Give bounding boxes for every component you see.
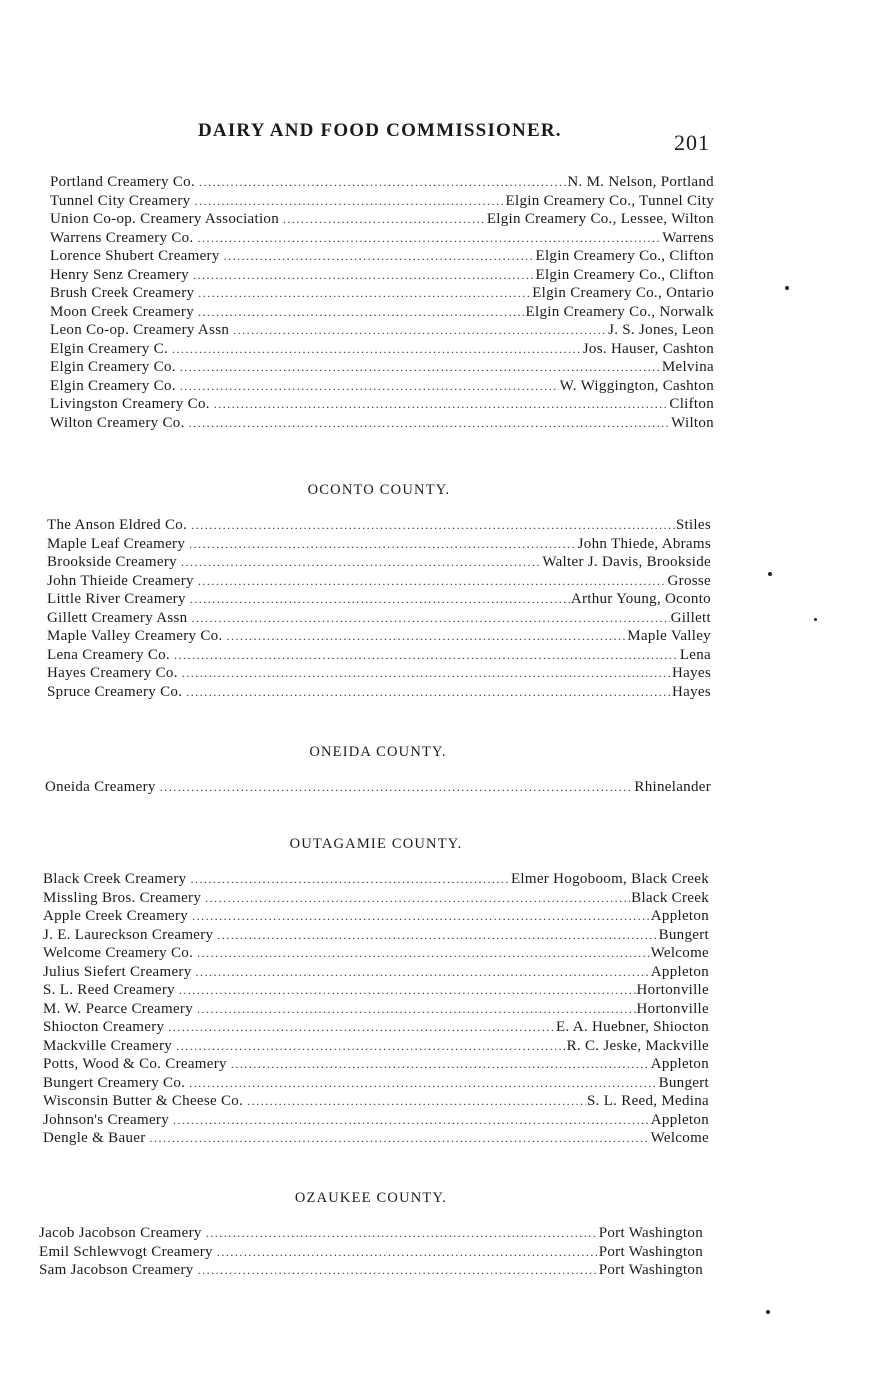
proprietor-location: Maple Valley [627,628,711,644]
list-item [43,1112,709,1131]
list-item [50,359,714,378]
dot-leader [150,1131,650,1146]
dot-leader [189,537,577,552]
entry-list [47,517,711,702]
dot-leader [193,268,535,283]
proprietor-location: Stiles [675,517,711,533]
section-continued [50,174,714,433]
scan-speck [766,1310,770,1314]
dot-leader [173,1113,650,1128]
list-item [50,396,714,415]
list-item [39,1225,703,1244]
dot-leader [190,592,570,607]
proprietor-location: N. M. Nelson, Portland [567,174,714,190]
list-item [43,871,709,890]
list-item [43,1093,709,1112]
dot-leader [192,909,650,924]
running-title: DAIRY AND FOOD COMMISSIONER. [198,120,562,141]
county-heading: OZAUKEE COUNTY. [294,1190,448,1206]
list-item [50,341,714,360]
creamery-name: Moon Creek Creamery [50,303,194,320]
dot-leader [191,611,669,626]
creamery-name: Tunnel City Creamery [50,192,191,209]
section-oconto-county [47,482,711,702]
proprietor-location: Elmer Hogoboom, Black Creek [510,871,709,887]
proprietor-location: Melvina [661,359,714,375]
dot-leader [160,780,634,795]
list-item [50,415,714,434]
dot-leader [198,305,525,320]
proprietor-location: Bungert [658,926,709,943]
proprietor-location: S. L. Reed, Medina [586,1093,709,1109]
creamery-name: S. L. Reed Creamery [43,982,175,998]
creamery-name: Brush Creek Creamery [50,285,195,301]
creamery-name: Shiocton Creamery [43,1019,165,1035]
list-item [43,1075,709,1094]
dot-leader [214,397,669,412]
creamery-name: Elgin Creamery Co. [50,359,176,375]
dot-leader [186,685,671,700]
creamery-name: John Thieide Creamery [47,572,194,589]
dot-leader [179,983,636,998]
list-item [43,945,709,964]
creamery-name: Apple Creek Creamery [43,908,189,924]
proprietor-location: Port Washington [598,1225,703,1241]
proprietor-location: Elgin Creamery Co., Ontario [532,285,714,301]
list-item [43,1019,709,1038]
list-item [47,591,711,610]
creamery-name: Gillett Creamery Assn [47,609,188,626]
list-item [43,890,709,909]
list-item [47,665,711,684]
creamery-name: Livingston Creamery Co. [50,396,210,412]
dot-leader [182,666,671,681]
dot-leader [172,342,582,357]
proprietor-location: Hortonville [636,982,709,998]
proprietor-location: Lena [679,646,711,663]
proprietor-location: J. S. Jones, Leon [608,322,714,338]
proprietor-location: Grosse [667,572,711,589]
creamery-name: Spruce Creamery Co. [47,683,183,700]
creamery-name: Black Creek Creamery [43,871,187,887]
list-item [43,927,709,946]
dot-leader [197,946,649,961]
dot-leader [196,965,650,980]
creamery-name: Maple Valley Creamery Co. [47,628,223,644]
dot-leader [198,231,662,246]
scan-speck [785,286,789,290]
list-item [47,536,711,555]
list-item [43,1001,709,1020]
list-item [50,193,714,212]
creamery-name: Henry Senz Creamery [50,266,189,283]
creamery-name: Potts, Wood & Co. Creamery [43,1056,227,1072]
creamery-name: Lena Creamery Co. [47,646,170,663]
dot-leader [197,1002,636,1017]
creamery-name: Wisconsin Butter & Cheese Co. [43,1093,244,1109]
list-item [50,378,714,397]
creamery-name: Mackville Creamery [43,1037,173,1054]
list-item [50,267,714,286]
section-ozaukee-county [39,1190,703,1281]
proprietor-location: Warrens [662,229,714,246]
creamery-name: Bungert Creamery Co. [43,1074,186,1091]
list-item [43,1130,709,1149]
proprietor-location: Hortonville [636,1000,709,1017]
county-heading: OUTAGAMIE COUNTY. [289,836,463,852]
list-item [43,964,709,983]
dot-leader [180,360,661,375]
proprietor-location: John Thiede, Abrams [577,535,711,552]
list-item [50,304,714,323]
dot-leader [181,555,541,570]
creamery-name: Johnson's Creamery [43,1111,170,1128]
dot-leader [180,379,559,394]
section-oneida-county [45,744,711,798]
creamery-name: Maple Leaf Creamery [47,535,186,552]
dot-leader [194,194,504,209]
creamery-name: Missling Bros. Creamery [43,889,202,906]
list-item [50,230,714,249]
creamery-name: Elgin Creamery C. [50,340,168,357]
proprietor-location: Bungert [658,1074,709,1091]
proprietor-location: Black Creek [631,889,709,906]
creamery-name: Julius Siefert Creamery [43,963,192,980]
list-item [39,1262,703,1281]
list-item [50,285,714,304]
dot-leader [198,1263,598,1278]
proprietor-location: Elgin Creamery Co., Tunnel City [505,192,714,209]
proprietor-location: W. Wiggington, Cashton [559,377,714,394]
creamery-name: Leon Co-op. Creamery Assn [50,322,230,338]
dot-leader [168,1020,555,1035]
dot-leader [189,416,670,431]
proprietor-location: Hayes [672,683,711,700]
list-item [43,982,709,1001]
list-item [47,610,711,629]
creamery-name: Wilton Creamery Co. [50,414,185,431]
proprietor-location: Hayes [672,665,711,681]
dot-leader [199,175,566,190]
proprietor-location: E. A. Huebner, Shiocton [556,1019,709,1035]
dot-leader [224,249,535,264]
list-item [47,573,711,592]
creamery-name: Hayes Creamery Co. [47,665,178,681]
creamery-name: Elgin Creamery Co. [50,377,176,394]
entry-list [50,174,714,433]
scan-speck [814,618,817,621]
entry-list [39,1225,703,1281]
list-item [47,628,711,647]
creamery-name: Welcome Creamery Co. [43,945,194,961]
proprietor-location: Gillett [670,609,711,626]
creamery-name: Little River Creamery [47,591,186,607]
creamery-name: Sam Jacobson Creamery [39,1262,194,1278]
dot-leader [217,1245,598,1260]
creamery-name: Emil Schlewvogt Creamery [39,1243,213,1260]
list-item [39,1244,703,1263]
creamery-name: Portland Creamery Co. [50,174,196,190]
proprietor-location: Jos. Hauser, Cashton [582,340,714,357]
dot-leader [231,1057,650,1072]
county-heading: OCONTO COUNTY. [307,482,451,498]
page-number: 201 [674,130,710,155]
proprietor-location: Appleton [650,1056,709,1072]
proprietor-location: Clifton [669,396,714,412]
dot-leader [174,648,679,663]
list-item [45,779,711,798]
proprietor-location: Port Washington [598,1262,703,1278]
dot-leader [247,1094,586,1109]
proprietor-location: Arthur Young, Oconto [570,591,711,607]
list-item [43,1056,709,1075]
proprietor-location: Wilton [671,414,714,431]
scan-speck [768,572,772,576]
creamery-name: The Anson Eldred Co. [47,517,188,533]
creamery-name: Lorence Shubert Creamery [50,248,220,264]
creamery-name: Oneida Creamery [45,779,156,795]
dot-leader [206,1226,598,1241]
proprietor-location: Elgin Creamery Co., Clifton [535,248,714,264]
list-item [50,174,714,193]
list-item [43,908,709,927]
proprietor-location: Elgin Creamery Co., Clifton [535,266,714,283]
proprietor-location: Port Washington [598,1243,703,1260]
proprietor-location: Walter J. Davis, Brookside [542,554,711,570]
county-heading: ONEIDA COUNTY. [309,744,447,760]
entry-list [43,871,709,1149]
dot-leader [176,1039,565,1054]
proprietor-location: Elgin Creamery Co., Norwalk [525,303,714,320]
creamery-name: Jacob Jacobson Creamery [39,1225,202,1241]
creamery-name: Warrens Creamery Co. [50,229,194,246]
section-outagamie-county [43,836,709,1149]
list-item [47,517,711,536]
dot-leader [233,323,607,338]
list-item [50,248,714,267]
proprietor-location: R. C. Jeske, Mackville [566,1037,709,1054]
dot-leader [190,872,509,887]
dot-leader [227,629,627,644]
dot-leader [205,891,630,906]
creamery-name: Union Co-op. Creamery Association [50,211,280,227]
creamery-name: M. W. Pearce Creamery [43,1000,194,1017]
creamery-name: Dengle & Bauer [43,1130,146,1146]
dot-leader [198,286,531,301]
proprietor-location: Rhinelander [634,779,711,795]
list-item [50,322,714,341]
proprietor-location: Appleton [650,908,709,924]
dot-leader [189,1076,657,1091]
dot-leader [283,212,486,227]
list-item [47,684,711,703]
creamery-name: J. E. Laureckson Creamery [43,926,214,943]
proprietor-location: Welcome [650,945,709,961]
list-item [47,647,711,666]
proprietor-location: Welcome [650,1130,709,1146]
dot-leader [217,928,657,943]
dot-leader [191,518,675,533]
proprietor-location: Appleton [650,963,709,980]
dot-leader [198,574,667,589]
proprietor-location: Appleton [650,1111,709,1128]
entry-list [45,779,711,798]
list-item [43,1038,709,1057]
creamery-name: Brookside Creamery [47,554,177,570]
list-item [47,554,711,573]
list-item [50,211,714,230]
proprietor-location: Elgin Creamery Co., Lessee, Wilton [486,211,714,227]
